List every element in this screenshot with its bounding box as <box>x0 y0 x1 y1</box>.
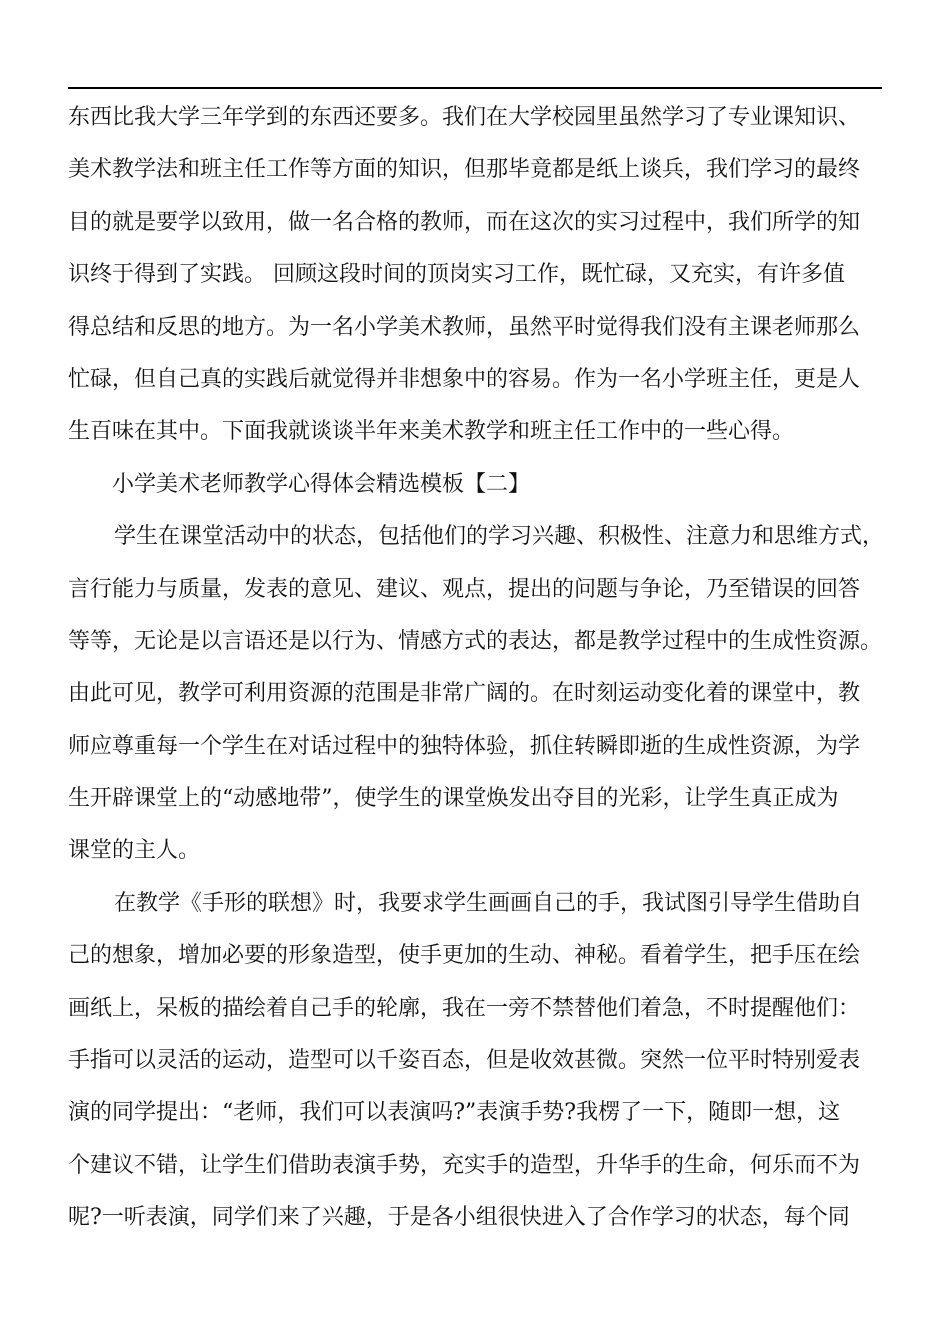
text-line: 得总结和反思的地方。为一名小学美术教师，虽然平时觉得我们没有主课老师那么 <box>68 314 861 340</box>
header-rule <box>68 87 882 89</box>
text-line: 忙碌，但自己真的实践后就觉得并非想象中的容易。作为一名小学班主任，更是人 <box>68 366 861 392</box>
text-line: 由此可见，教学可利用资源的范围是非常广阔的。在时刻运动变化着的课堂中，教 <box>68 681 861 707</box>
paragraph-continued <box>68 92 892 459</box>
paragraph-3 <box>68 878 892 1245</box>
text-line: 目的就是要学以致用，做一名合格的教师，而在这次的实习过程中，我们所学的知 <box>68 209 861 235</box>
section-title: 小学美术老师教学心得体会精选模板【二】 <box>112 471 531 497</box>
paragraph-2 <box>68 511 892 878</box>
text-line: 课堂的主人。 <box>68 838 201 864</box>
text-line: 生开辟课堂上的“动感地带”，使学生的课堂焕发出夺目的光彩，让学生真正成为 <box>68 786 839 812</box>
text-line: 师应尊重每一个学生在对话过程中的独特体验，抓住转瞬即逝的生成性资源，为学 <box>68 733 861 759</box>
text-line: 学生在课堂活动中的状态，包括他们的学习兴趣、积极性、注意力和思维方式， <box>114 524 885 550</box>
text-line: 美术教学法和班主任工作等方面的知识，但那毕竟都是纸上谈兵，我们学习的最终 <box>68 157 861 183</box>
text-line: 画纸上，呆板的描绘着自己手的轮廓，我在一旁不禁替他们着急，不时提醒他们： <box>68 995 861 1021</box>
text-line: 东西比我大学三年学到的东西还要多。我们在大学校园里虽然学习了专业课知识、 <box>68 105 861 130</box>
text-line: 个建议不错，让学生们借助表演手势，充实手的造型，升华手的生命，何乐而不为 <box>68 1152 861 1178</box>
text-line: 言行能力与质量，发表的意见、建议、观点，提出的问题与争论，乃至错误的回答 <box>68 576 861 602</box>
text-line: 在教学《手形的联想》时，我要求学生画画自己的手，我试图引导学生借助自 <box>114 890 863 916</box>
text-line: 演的同学提出：“老师，我们可以表演吗?”表演手势?我楞了一下，随即一想，这 <box>68 1100 841 1126</box>
text-line: 等等，无论是以言语还是以行为、情感方式的表达，都是教学过程中的生成性资源。 <box>68 628 883 654</box>
text-line: 生百味在其中。下面我就谈谈半年来美术教学和班主任工作中的一些心得。 <box>68 419 795 445</box>
text-line: 己的想象，增加必要的形象造型，使手更加的生动、神秘。看着学生，把手压在绘 <box>68 943 861 969</box>
document-body <box>68 92 892 1245</box>
text-line: 呢?一听表演，同学们来了兴趣，于是各小组很快进入了合作学习的状态，每个同 <box>68 1205 850 1231</box>
text-line: 手指可以灵活的运动，造型可以千姿百态，但是收效甚微。突然一位平时特别爱表 <box>68 1048 861 1074</box>
text-line: 识终于得到了实践。 回顾这段时间的顶岗实习工作，既忙碌，又充实，有许多值 <box>68 262 845 288</box>
